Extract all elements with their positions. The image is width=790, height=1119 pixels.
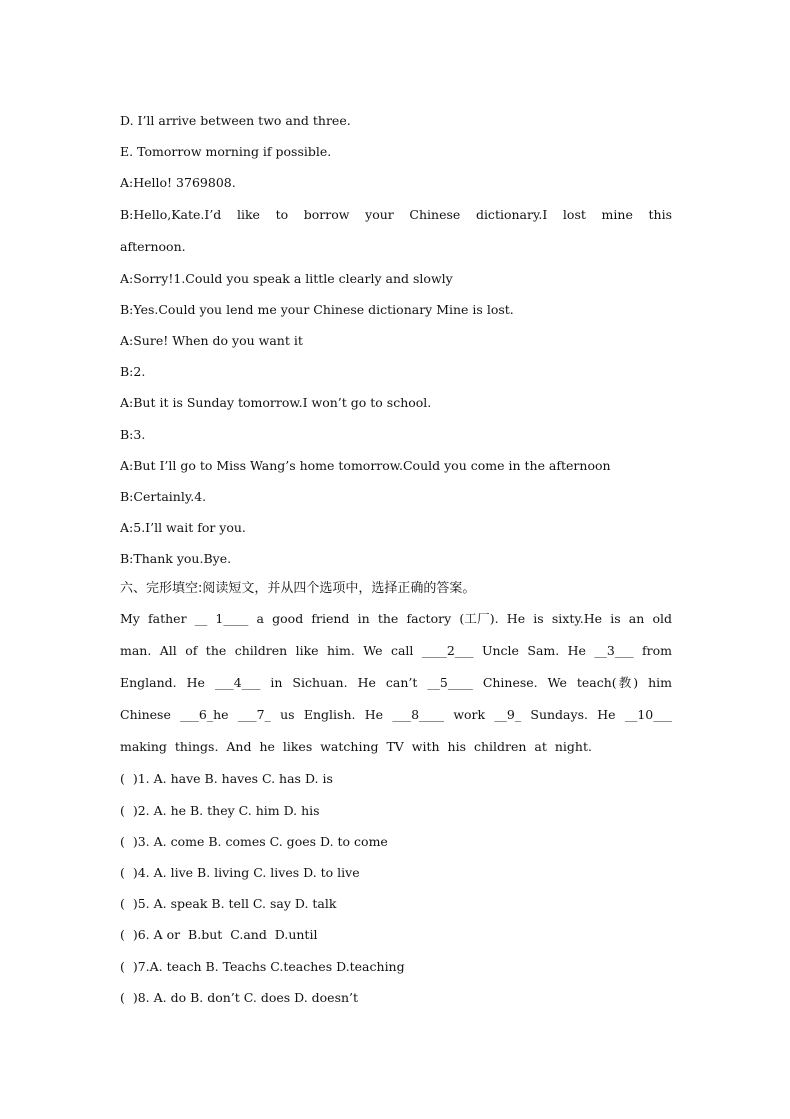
option-e: E. Tomorrow morning if possible. — [120, 144, 332, 160]
question-item: ( )2. A. he B. they C. him D. his — [120, 802, 320, 818]
question-item: ( )6. A or B.but C.and D.until — [120, 927, 318, 943]
dialogue-line: B:Thank you.Bye. — [120, 551, 232, 567]
dialogue-line: A:5.I’ll wait for you. — [120, 520, 246, 536]
question-item: ( )4. A. live B. living C. lives D. to live — [120, 865, 360, 880]
dialogue-line: A:Sorry!1.Could you speak a little clearly and slowly — [120, 270, 453, 286]
dialogue-line: A:Hello! 3769808. — [120, 175, 236, 191]
dialogue-line: B:3. — [120, 426, 146, 442]
question-item: ( )3. A. come B. comes C. goes D. to come — [120, 833, 388, 849]
dialogue-line: A:Sure! When do you want it — [120, 332, 303, 348]
dialogue-line: B:Yes.Could you lend me your Chinese dictionary Mine is lost. — [120, 301, 514, 317]
question-item: ( )7.A. teach B. Teachs C.teaches D.teaching — [120, 958, 405, 974]
section-heading: 六、完形填空:阅读短文，并从四个选项中，选择正确的答案。 — [120, 581, 476, 597]
cloze-passage: My father __ 1____ a good friend in the factory (工厂). He is sixty.He is an old man. All of the children like him. We call ____2___ Uncle Sam. He __3___ from England. He ___4___ in Sichuan. He can’t __5____ Chinese. We teach(教) him Chinese ___6_he ___7_ us English. He ___8____ work __9_ Sundays. He __10___ making things. And he likes watching TV with his children at night. — [120, 611, 672, 755]
option-d: D. I’ll arrive between two and three. — [120, 113, 351, 128]
document-page — [120, 105, 672, 1013]
question-item: ( )8. A. do B. don’t C. does D. doesn’t — [120, 989, 359, 1005]
dialogue-line: A:But I’ll go to Miss Wang’s home tomorrow.Could you come in the afternoon — [120, 457, 611, 473]
dialogue-line: B:Hello,Kate.I’d like to borrow your Chinese dictionary.I lost mine this afternoon. — [120, 206, 672, 254]
question-item: ( )1. A. have B. haves C. has D. is — [120, 771, 333, 787]
dialogue-line: B:2. — [120, 364, 146, 380]
dialogue-line: A:But it is Sunday tomorrow.I won’t go to school. — [120, 395, 432, 411]
dialogue-line: B:Certainly.4. — [120, 488, 207, 504]
question-item: ( )5. A. speak B. tell C. say D. talk — [120, 896, 337, 912]
